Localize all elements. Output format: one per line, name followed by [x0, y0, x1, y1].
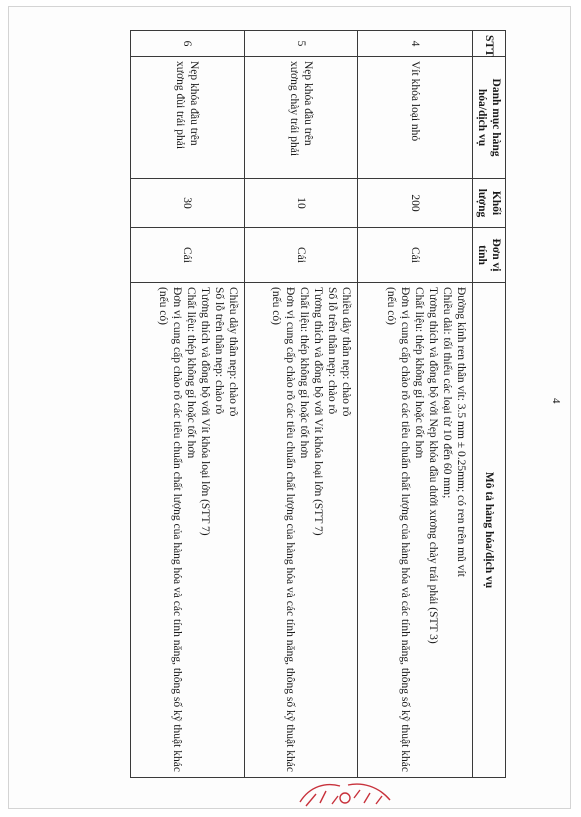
row-name: Nẹp khóa đầu trên xương chày trái phải — [244, 57, 357, 179]
row-quantity: 200 — [357, 179, 472, 228]
description-line: Số lỗ trên thân nẹp: chào rõ — [212, 287, 225, 415]
description-line: Chất liệu: thép không gỉ hoặc tốt hơn — [297, 287, 310, 459]
header-description: Mô tả hàng hóa/dịch vụ — [472, 283, 505, 778]
header-quantity: Khối lượng — [472, 179, 505, 228]
row-quantity: 30 — [130, 179, 244, 228]
row-name: Nẹp khóa đầu trên xương đùi trái phải — [130, 57, 244, 179]
row-description — [357, 283, 472, 778]
table-row — [357, 31, 472, 778]
row-stt: 4 — [357, 31, 472, 57]
table-row — [244, 31, 357, 778]
table-header-row — [472, 31, 505, 778]
description-line: Số lỗ trên thân nẹp: chào rõ — [325, 287, 338, 415]
row-stt: 6 — [130, 31, 244, 57]
header-stt: STT — [472, 31, 505, 57]
description-line: Tương thích và đồng bộ với Nẹp khóa đầu dưới xương chày trái phải (STT 3) — [426, 287, 439, 644]
page-number: 4 — [550, 398, 562, 404]
description-line: Chất liệu: thép không gỉ hoặc tốt hơn — [412, 287, 425, 459]
red-seal-stamp — [296, 776, 394, 808]
description-line: Đơn vị cung cấp chào rõ các tiêu chuẩn chất lượng của hàng hóa và các tính năng, thông số kỹ thuật khác (nếu có) — [156, 287, 183, 772]
goods-table — [130, 30, 506, 778]
row-unit: Cái — [244, 228, 357, 283]
description-line: Chất liệu: thép không gỉ hoặc tốt hơn — [184, 287, 197, 459]
description-line: Tương thích và đồng bộ với Vít khóa loại lớn (STT 7) — [198, 287, 211, 536]
header-name: Danh mục hàng hóa/dịch vụ — [472, 57, 505, 179]
row-unit: Cái — [130, 228, 244, 283]
stamp-marks — [300, 784, 390, 806]
row-unit: Cái — [357, 228, 472, 283]
description-line: Tương thích và đồng bộ với Vít khóa loại lớn (STT 7) — [311, 287, 324, 536]
description-line: Đường kính ren thân vít: 3.5 mm ± 0.25mm; có ren trên mũ vít — [454, 287, 467, 577]
row-name: Vít khóa loại nhỏ — [357, 57, 472, 179]
description-line: Chiều dày thân nẹp: chào rõ — [226, 287, 239, 417]
description-line: Chiều dài: tối thiểu các loại từ 10 đến 60 mm; — [440, 287, 453, 499]
description-line: Đơn vị cung cấp chào rõ các tiêu chuẩn chất lượng của hàng hóa và các tính năng, thông số kỹ thuật khác (nếu có) — [384, 287, 411, 772]
row-description — [130, 283, 244, 778]
row-stt: 5 — [244, 31, 357, 57]
description-line: Chiều dày thân nẹp: chào rõ — [339, 287, 352, 417]
row-quantity: 10 — [244, 179, 357, 228]
row-description — [244, 283, 357, 778]
table-row — [130, 31, 244, 778]
header-unit: Đơn vị tính — [472, 228, 505, 283]
description-line: Đơn vị cung cấp chào rõ các tiêu chuẩn chất lượng của hàng hóa và các tính năng, thông số kỹ thuật khác (nếu có) — [269, 287, 296, 772]
goods-table-rotated — [136, 30, 506, 777]
